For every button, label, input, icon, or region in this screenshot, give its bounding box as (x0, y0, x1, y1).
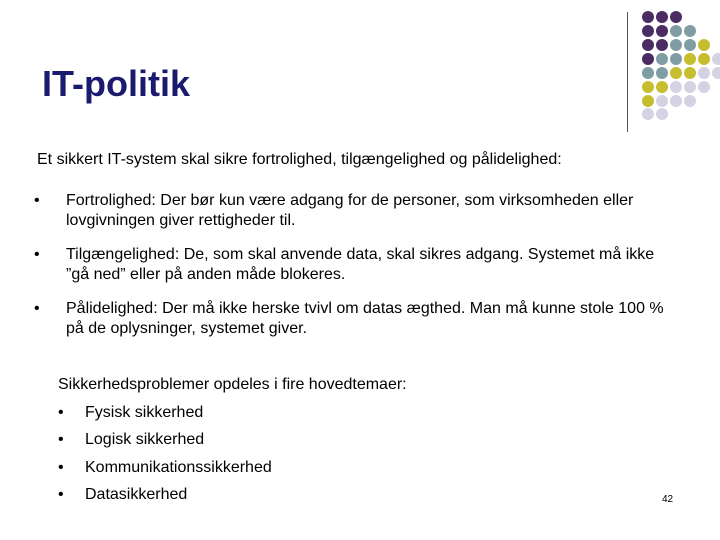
list-item (34, 245, 674, 285)
dot-purple (642, 53, 654, 65)
item-term: Pålidelighed (66, 300, 154, 317)
bullet-dot: • (58, 486, 64, 503)
dot-gray (656, 67, 668, 79)
dot-yellow (684, 67, 696, 79)
dot-yellow (642, 81, 654, 93)
list-item (58, 481, 407, 509)
dot-light (712, 67, 720, 79)
dot-purple (656, 11, 668, 23)
dot-purple (642, 11, 654, 23)
dot-gray (670, 53, 682, 65)
bullet-dot: • (34, 192, 40, 209)
decorative-dot-grid (638, 10, 720, 120)
list-item (58, 426, 407, 454)
item-term: Tilgængelighed (66, 246, 175, 263)
section-heading: Sikkerhedsproblemer opdeles i fire hovedtemaer: (58, 376, 407, 393)
dot-purple (670, 11, 682, 23)
dot-gray (670, 39, 682, 51)
bullet-dot: • (58, 458, 64, 476)
dot-gray (642, 67, 654, 79)
bullet-dot: • (34, 246, 40, 263)
dot-gray (684, 25, 696, 37)
dot-yellow (670, 67, 682, 79)
intro-text: Et sikkert IT-system skal sikre fortrolighed, tilgængelighed og pålidelighed: (37, 151, 562, 168)
dot-light (684, 95, 696, 107)
dot-gray (670, 25, 682, 37)
dot-light (670, 95, 682, 107)
dot-purple (656, 25, 668, 37)
dot-light (656, 95, 668, 107)
item-text: : Der må ikke herske tvivl om datas ægthed. Man må kunne stole 100 % på de oplysninger, systemet giver. (66, 300, 664, 337)
item-text: Logisk sikkerhed (85, 431, 205, 448)
bullet-dot: • (58, 431, 64, 448)
dot-light (642, 108, 654, 120)
list-item (34, 191, 674, 231)
dot-yellow (684, 53, 696, 65)
page-number: 42 (662, 494, 674, 505)
list-item (58, 399, 407, 427)
dot-gray (656, 53, 668, 65)
dot-yellow (656, 81, 668, 93)
decorative-divider (627, 12, 628, 132)
bullet-dot: • (58, 403, 64, 421)
dot-yellow (698, 53, 710, 65)
bullet-dot: • (34, 300, 40, 317)
dot-purple (642, 25, 654, 37)
dot-gray (684, 39, 696, 51)
dot-purple (642, 39, 654, 51)
dot-light (698, 67, 710, 79)
security-themes (58, 371, 407, 509)
dot-light (670, 81, 682, 93)
principles-list (34, 191, 674, 353)
dot-light (656, 108, 668, 120)
item-text: : Der bør kun være adgang for de personer, som virksomheden eller lovgivningen giver rettigheder til. (66, 192, 634, 229)
item-text: Fysisk sikkerhed (85, 403, 204, 421)
dot-yellow (642, 95, 654, 107)
list-item (34, 299, 674, 339)
item-term: Fortrolighed (66, 192, 152, 209)
item-text: Kommunikationssikkerhed (85, 458, 272, 476)
dot-light (698, 81, 710, 93)
dot-yellow (698, 39, 710, 51)
item-text: Datasikkerhed (85, 486, 188, 503)
item-text: : De, som skal anvende data, skal sikres adgang. Systemet må ikke ”gå ned” eller på anden måde blokeres. (66, 246, 655, 283)
dot-purple (656, 39, 668, 51)
list-item (58, 454, 407, 482)
slide-title: IT-politik (42, 63, 190, 104)
dot-light (684, 81, 696, 93)
dot-light (712, 53, 720, 65)
